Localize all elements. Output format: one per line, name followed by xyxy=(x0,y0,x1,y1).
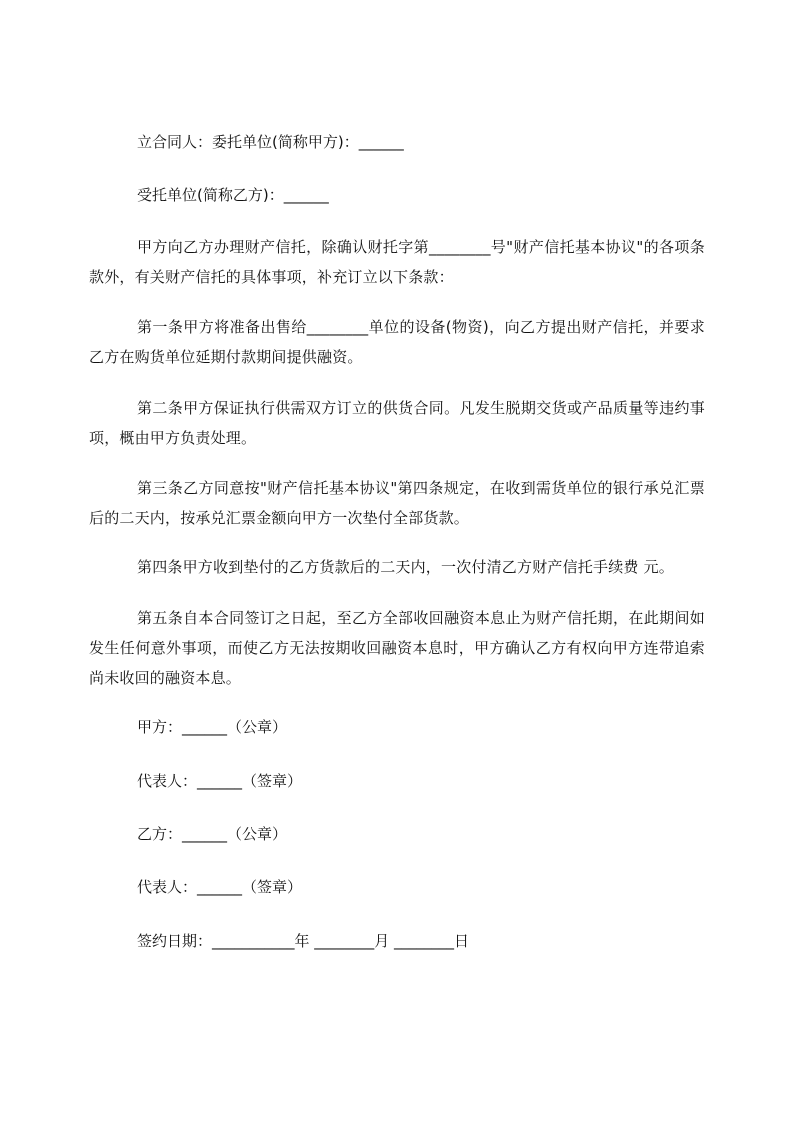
sign-party-b: 乙方：______（公章） xyxy=(137,825,288,843)
sign-date: 签约日期：___________年 ________月 ________日 xyxy=(137,932,470,950)
article-1: 第一条甲方将准备出售给________单位的设备(物资)，向乙方提出财产信托，并要求乙方在购货单位延期付款期间提供融资。 xyxy=(89,318,705,366)
sign-representative-a: 代表人：______（签章） xyxy=(137,772,303,790)
article-5: 第五条自本合同签订之日起，至乙方全部收回融资本息止为财产信托期，在此期间如发生任何意外事项，而使乙方无法按期收回融资本息时，甲方确认乙方有权向甲方连带追索尚未收回的融资本息。 xyxy=(89,609,705,687)
intro-paragraph: 甲方向乙方办理财产信托，除确认财托字第________号"财产信托基本协议"的各项条款外，有关财产信托的具体事项，补充订立以下条款： xyxy=(89,238,705,286)
article-4: 第四条甲方收到垫付的乙方货款后的二天内，一次付清乙方财产信托手续费 元。 xyxy=(137,558,674,576)
sign-representative-b: 代表人：______（签章） xyxy=(137,878,303,896)
party-a-line: 立合同人：委托单位(简称甲方)：______ xyxy=(137,133,404,151)
sign-party-a: 甲方：______（公章） xyxy=(137,718,288,736)
party-b-line: 受托单位(简称乙方)：______ xyxy=(137,186,329,204)
article-2: 第二条甲方保证执行供需双方订立的供货合同。凡发生脱期交货或产品质量等违约事项，概由甲方负责处理。 xyxy=(89,399,705,447)
article-3: 第三条乙方同意按"财产信托基本协议"第四条规定，在收到需货单位的银行承兑汇票后的二天内，按承兑汇票金额向甲方一次垫付全部货款。 xyxy=(89,479,705,527)
